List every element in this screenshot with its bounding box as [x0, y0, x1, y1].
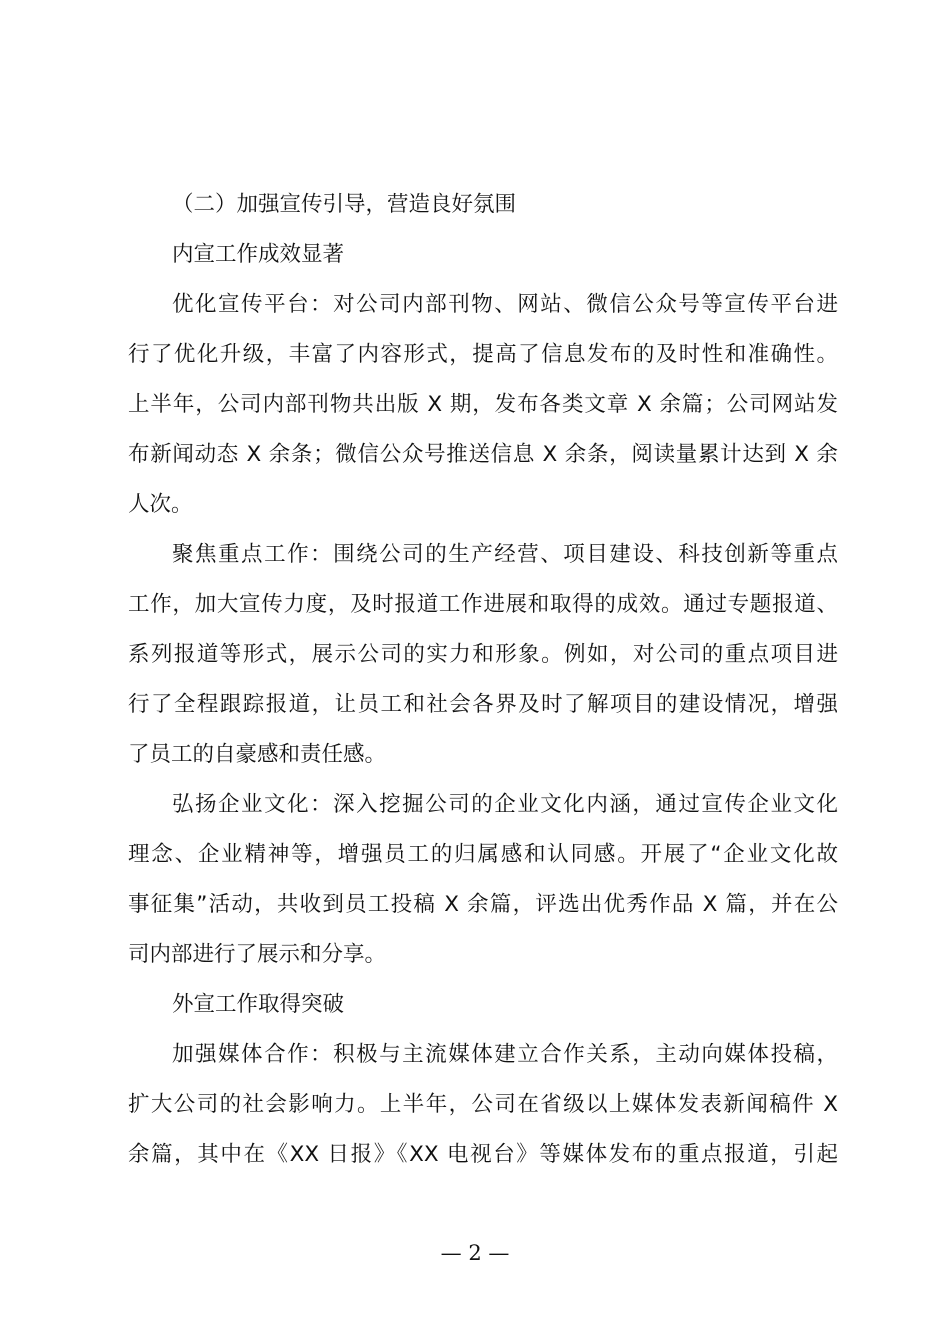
paragraph-line: 工作，加大宣传力度，及时报道工作进展和取得的成效。通过专题报道、: [128, 592, 838, 617]
section-heading: （二）加强宣传引导，营造良好氛围: [172, 192, 517, 217]
page-number: — 2 —: [440, 1241, 510, 1265]
paragraph-line: 行了全程跟踪报道，让员工和社会各界及时了解项目的建设情况，增强: [128, 692, 838, 717]
paragraph-line: 事征集”活动，共收到员工投稿 X 余篇，评选出优秀作品 X 篇，并在公: [128, 892, 838, 917]
paragraph-line: 布新闻动态 X 余条；微信公众号推送信息 X 余条，阅读量累计达到 X 余: [128, 442, 838, 467]
paragraph-line: 行了优化升级，丰富了内容形式，提高了信息发布的及时性和准确性。: [128, 342, 838, 367]
paragraph-line: 理念、企业精神等，增强员工的归属感和认同感。开展了“企业文化故: [128, 842, 838, 867]
paragraph-line: 司内部进行了展示和分享。: [128, 942, 387, 967]
paragraph-line: 余篇，其中在《XX 日报》《XX 电视台》等媒体发布的重点报道，引起: [128, 1142, 838, 1167]
paragraph-line: 了员工的自豪感和责任感。: [128, 742, 387, 767]
subsection-heading: 内宣工作成效显著: [172, 242, 345, 267]
paragraph-line: 人次。: [128, 492, 193, 517]
paragraph-line: 上半年，公司内部刊物共出版 X 期，发布各类文章 X 余篇；公司网站发: [128, 392, 838, 417]
paragraph-line: 扩大公司的社会影响力。上半年，公司在省级以上媒体发表新闻稿件 X: [128, 1092, 838, 1117]
paragraph-line: 加强媒体合作：积极与主流媒体建立合作关系，主动向媒体投稿，: [172, 1042, 838, 1067]
paragraph-line: 弘扬企业文化：深入挖掘公司的企业文化内涵，通过宣传企业文化: [172, 792, 838, 817]
subsection-heading: 外宣工作取得突破: [172, 992, 345, 1017]
paragraph-line: 系列报道等形式，展示公司的实力和形象。例如，对公司的重点项目进: [128, 642, 838, 667]
paragraph-line: 优化宣传平台：对公司内部刊物、网站、微信公众号等宣传平台进: [172, 292, 838, 317]
paragraph-line: 聚焦重点工作：围绕公司的生产经营、项目建设、科技创新等重点: [172, 542, 838, 567]
